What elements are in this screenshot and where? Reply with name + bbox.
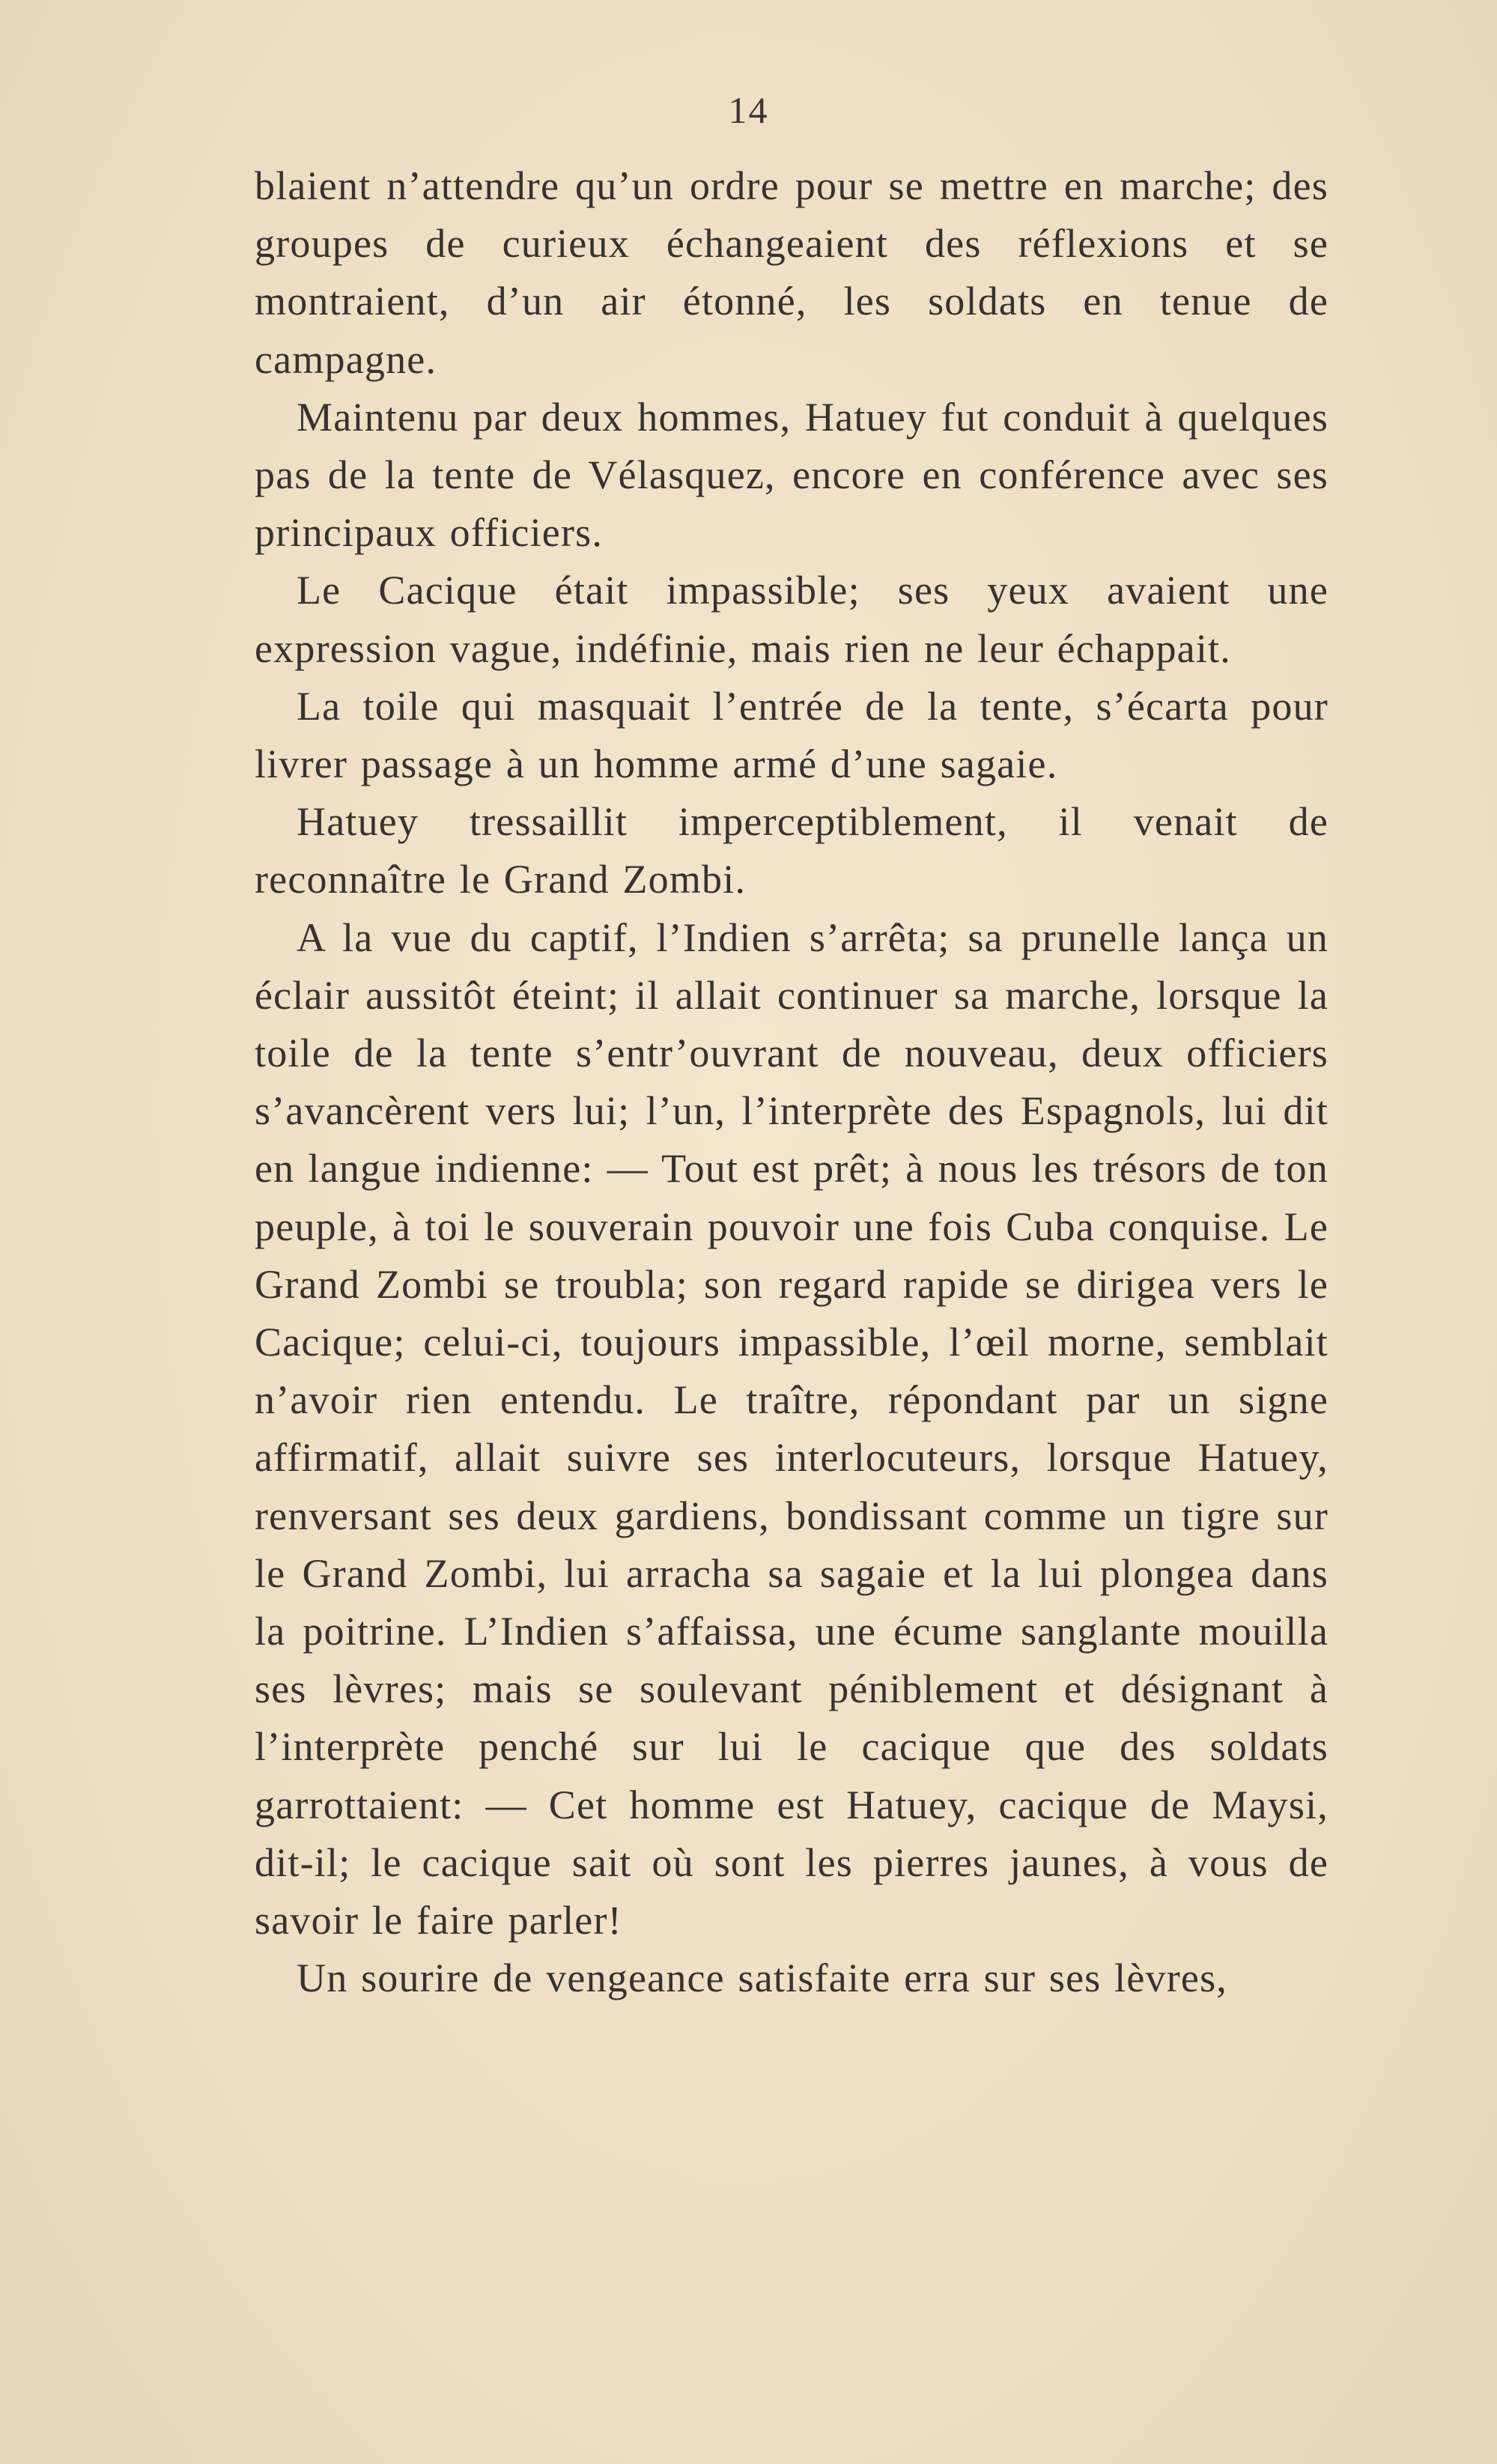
paragraph: Hatuey tressaillit imperceptiblement, il venait de reconnaître le Grand Zombi.: [255, 799, 1329, 902]
paragraph: A la vue du captif, l’Indien s’arrêta; sa prunelle lança un éclair aussitôt éteint; il allait continuer sa marche, lorsque la toile de la tente s’entr’ouvrant de nouveau, deux officiers s’avancèrent vers lui; l’un, l’interprète des Espagnols, lui dit en langue indienne: — Tout est prêt; à nous les trésors de ton peuple, à toi le souverain pouvoir une fois Cuba conquise. Le Grand Zombi se troubla; son regard rapide se dirigea vers le Cacique; celui-ci, toujours impassible, l’œil morne, semblait n’avoir rien entendu. Le traître, répondant par un signe affirmatif, allait suivre ses interlocuteurs, lorsque Hatuey, renversant ses deux gardiens, bondissant comme un tigre sur le Grand Zombi, lui arracha sa sagaie et la lui plongea dans la poitrine. L’Indien s’affaissa, une écume sanglante mouilla ses lèvres; mais se soulevant péniblement et désignant à l’interprète penché sur lui le cacique que des soldats garrottaient: — Cet homme est Hatuey, cacique de Maysi, dit-il; le cacique sait où sont les pierres jaunes, à vous de savoir le faire parler!: [255, 914, 1329, 1943]
page-number: 14: [728, 89, 769, 131]
body-text: [255, 157, 1329, 2008]
paragraph: Le Cacique était impassible; ses yeux avaient une expression vague, indéfinie, mais rien ne leur échappait.: [255, 568, 1329, 671]
paragraph: Un sourire de vengeance satisfaite erra sur ses lèvres,: [297, 1955, 1228, 2001]
paragraph: Maintenu par deux hommes, Hatuey fut conduit à quelques pas de la tente de Vélasquez, encore en conférence avec ses principaux officiers.: [255, 394, 1329, 556]
paragraph-continued: blaient n’attendre qu’un ordre pour se mettre en marche; des groupes de curieux échangeaient des réflexions et se montraient, d’un air étonné, les soldats en tenue de campagne.: [255, 163, 1329, 382]
paragraph: La toile qui masquait l’entrée de la tente, s’écarta pour livrer passage à un homme armé d’une sagaie.: [255, 683, 1329, 787]
